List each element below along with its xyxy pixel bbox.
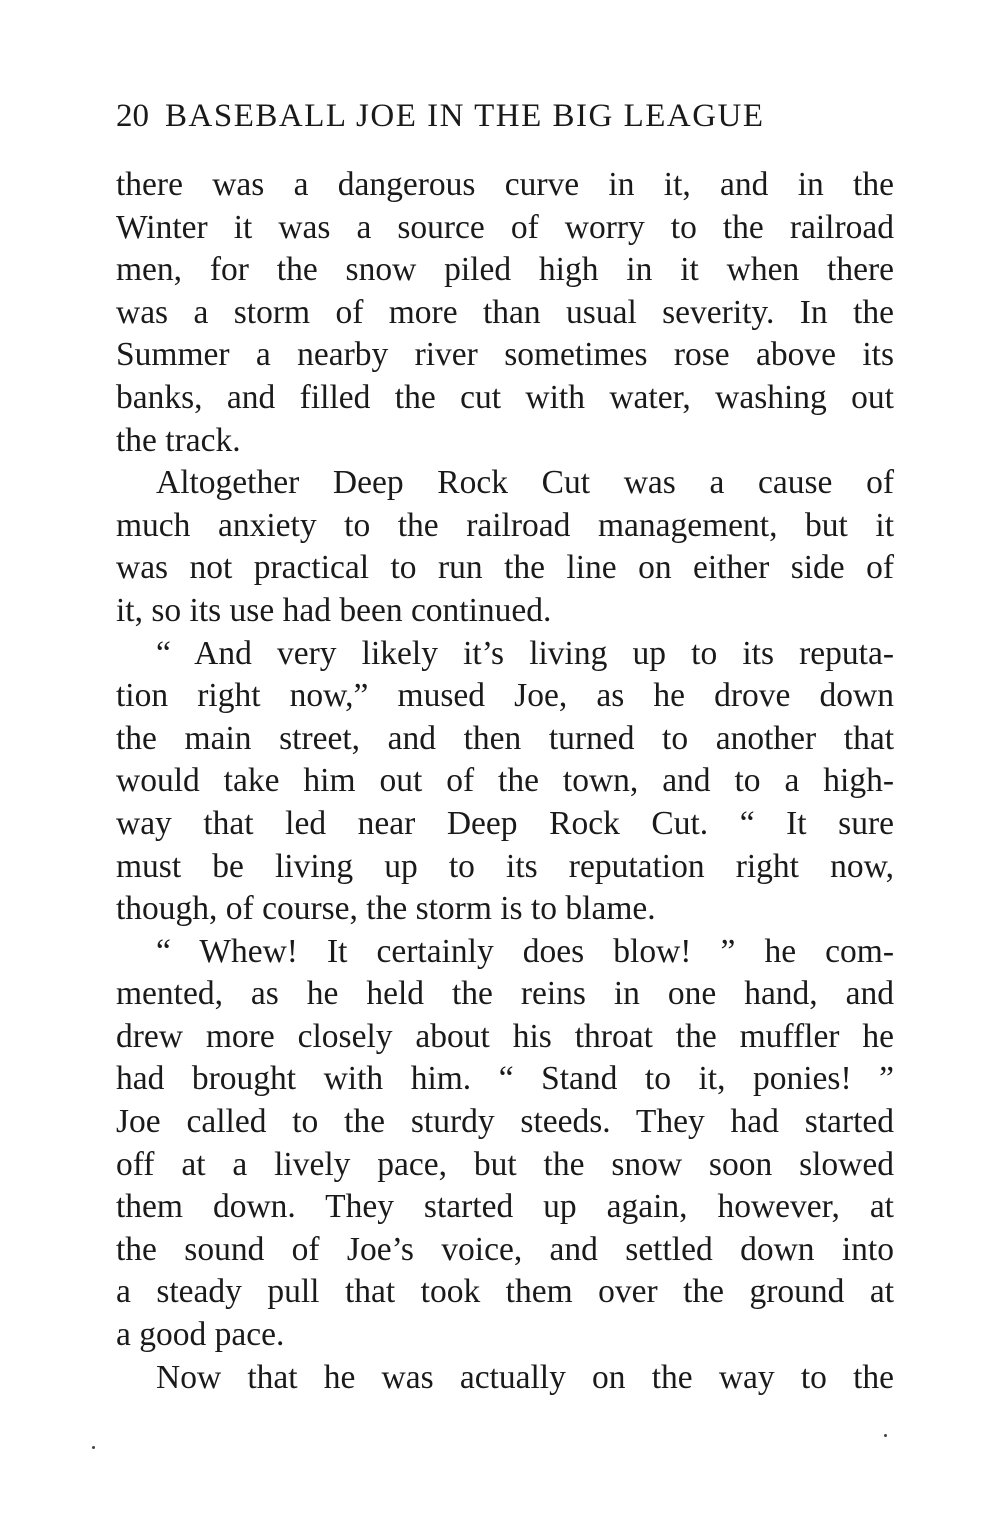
text-line: mented, as he held the reins in one hand, and: [116, 975, 894, 1013]
text-line: off at a lively pace, but the snow soon slowed: [116, 1145, 894, 1183]
text-line: them down. They started up again, however, at: [116, 1188, 894, 1226]
text-line: a steady pull that took them over the ground at: [116, 1273, 894, 1311]
text-line: men, for the snow piled high in it when there: [116, 251, 894, 289]
body-text: [116, 164, 894, 1399]
text-line: “ And very likely it’s living up to its reputa-: [156, 634, 894, 672]
text-line: Now that he was actually on the way to the: [156, 1358, 894, 1396]
text-line: much anxiety to the railroad management, but it: [116, 506, 894, 544]
text-line: Joe called to the sturdy steeds. They had started: [116, 1103, 894, 1141]
text-line: Altogether Deep Rock Cut was a cause of: [156, 464, 894, 502]
book-title: BASEBALL JOE IN THE BIG LEAGUE: [165, 98, 765, 134]
text-line: the main street, and then turned to another that: [116, 719, 894, 757]
text-line: way that led near Deep Rock Cut. “ It sure: [116, 804, 894, 842]
page-number: 20: [116, 98, 149, 134]
scan-speck: [884, 1434, 887, 1437]
text-line: had brought with him. “ Stand to it, ponies! ”: [116, 1060, 894, 1098]
text-line: tion right now,” mused Joe, as he drove down: [116, 677, 894, 715]
text-line: Winter it was a source of worry to the railroad: [116, 208, 894, 246]
text-line: drew more closely about his throat the muffler he: [116, 1017, 894, 1055]
text-line: the track.: [116, 421, 241, 459]
text-line: there was a dangerous curve in it, and in the: [116, 166, 894, 203]
text-line: it, so its use had been continued.: [116, 591, 552, 629]
text-line: was not practical to run the line on either side of: [116, 549, 894, 587]
text-line: though, of course, the storm is to blame.: [116, 890, 656, 928]
text-line: was a storm of more than usual severity. In the: [116, 293, 894, 331]
text-line: the sound of Joe’s voice, and settled down into: [116, 1230, 894, 1268]
text-line: Summer a nearby river sometimes rose above its: [116, 336, 894, 374]
text-line: would take him out of the town, and to a high-: [116, 762, 894, 800]
running-head: [116, 96, 892, 136]
text-line: must be living up to its reputation right now,: [116, 847, 894, 885]
text-line: “ Whew! It certainly does blow! ” he com-: [156, 932, 894, 970]
scan-speck: [92, 1446, 95, 1449]
text-line: a good pace.: [116, 1316, 285, 1354]
text-line: banks, and filled the cut with water, washing out: [116, 378, 894, 416]
